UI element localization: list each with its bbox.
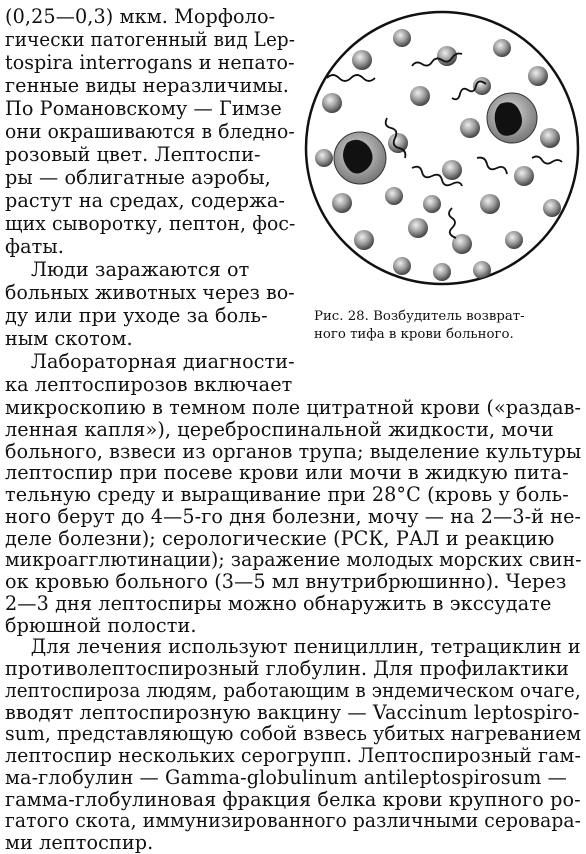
text-line: (0,25—0,3) мкм. Морфоло-	[5, 5, 276, 28]
text-line: ным скотом.	[5, 327, 133, 350]
blood-smear-figure	[302, 8, 582, 288]
text-line: sum, представляющую собой взвесь убитых нагреванием	[5, 722, 582, 746]
text-line: фаты.	[5, 235, 64, 258]
text-line: ленная капля»), цереброспинальной жидкости, мочи	[5, 417, 554, 441]
figure-caption-line: ного тифа в крови больного.	[314, 327, 514, 342]
text-line: ры — облигатные аэробы,	[5, 166, 271, 189]
figure-caption-line: Рис. 28. Возбудитель возврат-	[314, 309, 525, 324]
text-line: гически патогенный вид Lep-	[5, 28, 296, 51]
text-line: ду или при уходе за боль-	[5, 304, 268, 327]
text-line: они окрашиваются в бледно-	[5, 120, 295, 143]
text-line: растут на средах, содержа-	[5, 189, 285, 212]
text-line: лептоспир при посеве крови или мочи в жидкую пита-	[5, 461, 569, 485]
text-line: По Романовскому — Гимзе	[5, 97, 282, 120]
text-line: гамма-глобулиновая фракция белка крови крупного ро-	[5, 787, 581, 811]
text-line: tospira interrogans и непато-	[5, 51, 295, 74]
text-line: ного берут до 4—5-го дня болезни, мочу — на 2—3-й не-	[5, 504, 582, 528]
text-line: Для лечения используют пенициллин, тетрациклин и	[30, 635, 581, 659]
text-line: противолептоспирозный глобулин. Для профилактики	[5, 657, 570, 680]
text-line: лептоспироза людям, работающим в эндемическом очаге,	[5, 678, 581, 702]
text-line: розовый цвет. Лептоспи-	[5, 143, 261, 166]
text-line: микроскопию в темном поле цитратной крови («раздав-	[5, 396, 582, 419]
text-line: Люди заражаются от	[31, 258, 250, 281]
text-line: больных животных через во-	[5, 281, 295, 304]
text-line: гатого скота, иммунизированного различными серовара-	[5, 809, 582, 833]
text-line: брюшной полости.	[5, 613, 197, 637]
text-line: деле болезни); серологические (РСК, РАЛ и реакцию	[5, 526, 555, 550]
text-line: микроагглютинации); заражение молодых морских свин-	[5, 548, 582, 572]
text-line: ок кровью больного (3—5 мл внутрибрюшинно). Через	[5, 570, 567, 593]
text-line: вводят лептоспирозную вакцину — Vaccinum leptospiro-	[5, 700, 580, 724]
text-line: тельную среду и выращивание при 28°С (кровь у боль-	[5, 483, 569, 506]
text-line: генные виды неразличимы.	[5, 74, 289, 97]
text-line: 2—3 дня лептоспиры можно обнаружить в экссудате	[5, 591, 552, 615]
text-line: ма-глобулин — Gamma-globulinum antileptospirosum —	[5, 765, 567, 789]
text-line: Лабораторная диагности-	[30, 350, 295, 373]
text-line: ка лептоспирозов включает	[5, 373, 293, 396]
text-line: щих сыворотку, пептон, фос-	[5, 212, 296, 235]
text-line: ми лептоспир.	[5, 831, 154, 854]
text-line: больного, взвеси из органов трупа; выделение культуры	[5, 439, 582, 463]
text-line: лептоспир нескольких серогрупп. Лептоспирозный гам-	[5, 744, 581, 767]
